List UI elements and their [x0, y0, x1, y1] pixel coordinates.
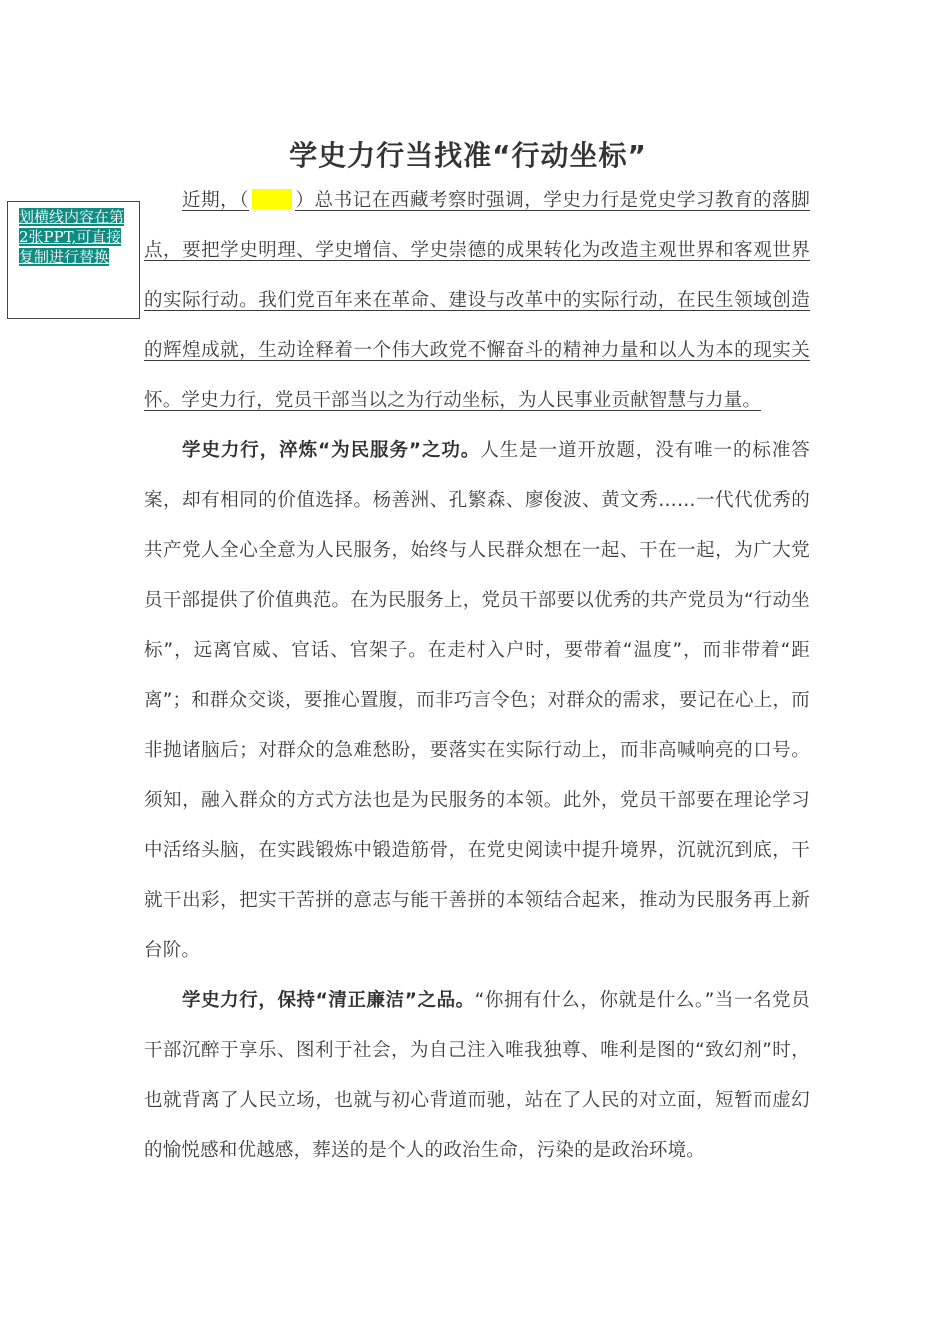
intro-text-before-blank: 近期，（ [182, 190, 250, 211]
paragraph-body-text: 人生是一道开放题，没有唯一的标准答案，却有相同的价值选择。杨善洲、孔繁森、廖俊波、黄文秀……一代代优秀的共产党人全心全意为人民服务，始终与人民群众想在一起、干在一起，为广大党员干部提供了价值典范。在为民服务上，党员干部要以优秀的共产党员为“行动坐标”，远离官威、官话、官架子。在走村入户时，要带着“温度”，而非带着“距离”；和群众交谈，要推心置腹，而非巧言令色；对群众的需求，要记在心上，而非抛诸脑后；对群众的急难愁盼，要落实在实际行动上，而非高喊响亮的口号。须知，融入群众的方式方法也是为民服务的本领。此外，党员干部要在理论学习中活络头脑，在实践锻炼中锻造筋骨，在党史阅读中提升境界，沉就沉到底，干就干出彩，把实干苦拼的意志与能干善拼的本领结合起来，推动为民服务再上新台阶。 [144, 440, 810, 961]
paragraph-serve-people [144, 426, 810, 976]
paragraph-body-text: “你拥有什么，你就是什么。”当一名党员干部沉醉于享乐、图利于社会，为自己注入唯我独尊、唯利是图的“致幻剂”时，也就背离了人民立场，也就与初心背道而驰，站在了人民的对立面，短暂而虚幻的愉悦感和优越感，葬送的是个人的政治生命，污染的是政治环境。 [144, 990, 810, 1161]
document-title: 学史力行当找准“行动坐标” [289, 139, 647, 172]
replacement-note-highlight: 划横线内容在第2张PPT,可直接复制进行替换 [19, 208, 125, 266]
replacement-note-box [7, 201, 140, 319]
paragraph-integrity [144, 976, 810, 1176]
replacement-note-text [19, 207, 130, 267]
intro-paragraph [144, 176, 810, 426]
paragraph-lead-heading: 学史力行，淬炼“为民服务”之功。 [182, 440, 481, 461]
document-body [144, 176, 810, 1176]
intro-text-after-blank: ）总书记在西藏考察时强调，学史力行是党史学习教育的落脚点，要把学史明理、学史增信、学史崇德的成果转化为改造主观世界和客观世界的实际行动。我们党百年来在革命、建设与改革中的实际行动，在民生领域创造的辉煌成就，生动诠释着一个伟大政党不懈奋斗的精神力量和以人为本的现实关怀。学史力行，党员干部当以之为行动坐标，为人民事业贡献智慧与力量。 [144, 190, 810, 411]
highlighted-blank [252, 189, 292, 209]
paragraph-lead-heading: 学史力行，保持“清正廉洁”之品。 [182, 990, 475, 1011]
